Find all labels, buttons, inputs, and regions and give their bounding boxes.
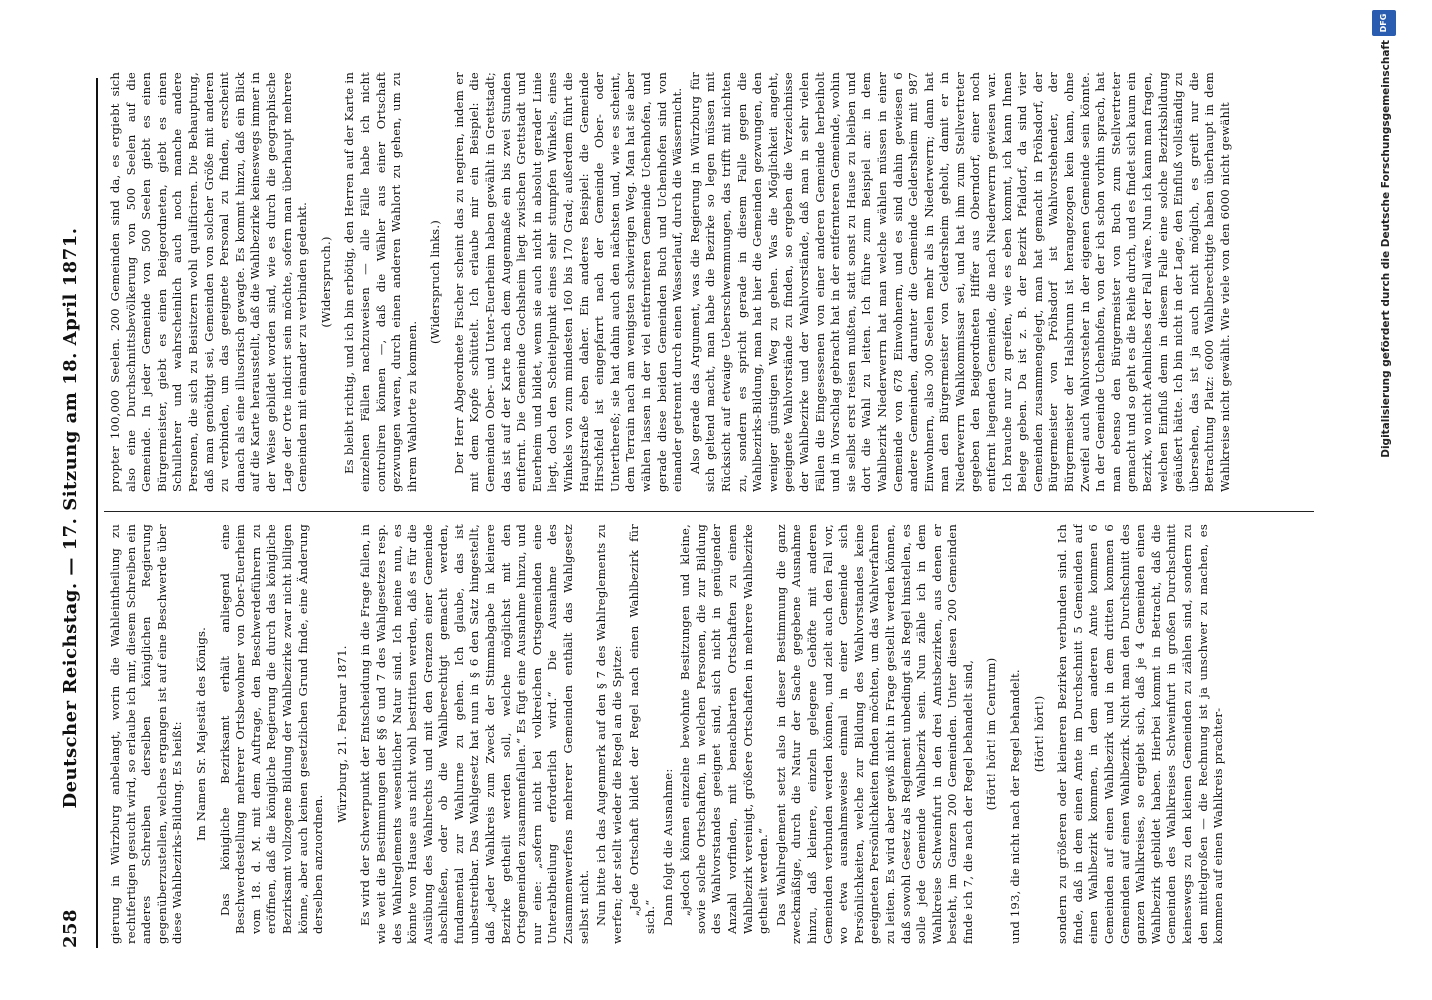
paragraph: Es wird der Schwerpunkt der Entscheidung in die Frage fallen, in wie weit die Bestimmungen der §§ 6 und 7 des Wahlgesetzes resp. des Wahlreglements wesentlicher Natur sind. Ich meine nun, es könnte von Hause aus nicht wohl bestritten werden, daß es für die Ausübung des Wahlrechts und mit den Grenzen einer Gemeinde abschließen, oder ob die Wahlberechtigt gemacht werden, fundamental zur Wahlurne zu gehen. Ich glaube, das ist unbestreitbar. Das Wahlgesetz hat nun in § 6 den Satz hingestellt, daß „jeder Wahlkreis zum Zweck der Stimmabgabe in kleinere Bezirke getheilt werden soll, welche möglichst mit den Ortsgemeinden zusammenfallen.“ Es fügt eine Ausnahme hinzu, und nur eine: „sofern nicht bei volkreichen Ortsgemeinden eine Unterabtheilung erforderlich wird.“ Die Ausnahme des Zusammenwerfens mehrerer Gemeinden enthält das Wahlgesetz selbst nicht. <box>358 524 591 944</box>
quote-heading: Im Namen Sr. Majestät des Königs. <box>193 626 208 842</box>
quoted-paragraph: Das königliche Bezirksamt erhält anliegend eine Beschwerdestellung mehrerer Ortsbewohner von Ober-Euerheim vom 18. d. M. mit dem Auftrage, den Beschwerdeführern zu eröffnen, daß die königliche Regierung die durch das königliche Bezirksamt vollzogene Bildung der Wahlbezirke zwar nicht billigen könne, aber auch keinen gesetzlichen Grund finde, eine Änderung derselben anzuordnen. <box>217 524 326 934</box>
interjection: (Widerspruch links.) <box>428 220 443 344</box>
paragraph: sondern zu größeren oder kleineren Bezirken verbunden sind. Ich finde, daß in dem einen Amte im Durchschnitt 5 Gemeinden auf einen Wahlbezirk kommen, in dem anderen Amte kommen 6 Gemeinden auf einen Wahlbezirk und in dem dritten kommen 6 Gemeinden auf einen Wahlbezirk. Nicht man den Durchschnitt des ganzen Wahlkreises, so ergiebt sich, daß je 4 Gemeinden einen Wahlbezirk gebildet haben. Hierbei kommt in Betracht, daß die Gemeinden des Wahlkreises Schweinfurt in großen Durchschnitt keineswegs zu den kleinen Gemeinden zu zählen sind, sondern zu den mittelgroßen — die Rechnung ist ja unschwer zu machen, es kommen auf einen Wahlkreis prachter- <box>1055 524 1226 944</box>
paragraph: Dann folgt die Ausnahme: <box>660 768 675 926</box>
quoted-paragraph: „jedoch können einzelne bewohnte Besitzungen und kleine, sowie solche Ortschaften, in welchen Personen, die zur Bildung des Wahlvorstandes geeignet sind, sich nicht in genügender Anzahl vorfinden, mit benachbarten Ortschaften zu einem Wahlbezirk vereinigt, größere Ortschaften in mehrere Wahlbezirke getheilt werden.“ <box>678 524 771 934</box>
digitization-credit: Digitalisierung gefördert durch die Deutsche Forschungsgemeinschaft <box>1380 40 1392 458</box>
page-title: Deutscher Reichstag. — 17. Sitzung am 18. April 1871. <box>60 227 81 809</box>
page-number: 258 <box>60 908 81 948</box>
quote-dateline: Würzburg, 21. Februar 1871. <box>334 645 349 823</box>
paragraph: propter 100,000 Seelen. 200 Gemeinden sind da, es ergiebt sich also eine Durchschnittsbevölkerung von 500 Seelen auf die Gemeinde. In jeder Gemeinde von 500 Seelen giebt es einen Bürgermeister, giebt es einen Beigeordneten, giebt es einen Schullehrer und wahrscheinlich auch noch manche andere Personen, die sich zu Beisitzern wohl qualificiren. Die Behauptung, daß man genöthigt sei, Gemeinden von solcher Größe mit anderen zu verbinden, um das geeignete Personal zu finden, erscheint danach als eine illusorisch gewagte. Es kommt hinzu, daß ein Blick auf die Karte herausstellt, daß die Wahlbezirke keineswegs immer in der Weise gebildet worden sind, wie es durch die geographische Lage der Orte indicirt sein möchte, sofern man überhaupt mehrere Gemeinden mit einander zu verbinden gedenkt. <box>108 72 310 492</box>
column-divider <box>104 511 1314 512</box>
paragraph: Es bleibt richtig, und ich bin erbötig, den Herren auf der Karte in einzelnen Fällen nachzuweisen — alle Fälle habe ich nicht controliren können —, daß die Wähler aus einer Ortschaft gezwungen waren, durch einen anderen Wahlort zu gehen, um zu ihrem Wahlorte zu kommen. <box>342 72 419 492</box>
paragraph: Das Wahlreglement setzt also in dieser Bestimmung die ganz zweckmäßige, durch die Natur der Sache gegebene Ausnahme hinzu, daß kleinere, einzeln gelegene Gehöfte mit anderen Gemeinden verbunden werden können, und zielt auch den Fall vor, wo etwa ausnahmsweise einmal in einer Gemeinde sich Persönlichkeiten, welche zur Bildung des Wahlvorstandes keine geeigneten Persönlichkeiten finden möchten, um das Wahlverfahren zu leiten. Es wird aber gewiß nicht in Frage gestellt werden können, daß sowohl Gesetz als Reglement unbedingt als Regel hinstellen, es solle jede Gemeinde Wahlbezirk sein. Nun zähle ich in dem Wahlkreise Schweinfurt in den drei Amtsbezirken, aus denen er besteht, im Ganzen 200 Gemeinden. Unter diesen 200 Gemeinden finde ich 7, die nach der Regel behandelt sind, <box>773 524 975 944</box>
paragraph: Nun bitte ich das Augenmerk auf den § 7 des Wahlreglements zu werfen; der stellt wieder die Regel an die Spitze: <box>594 524 624 944</box>
right-column <box>108 72 1318 492</box>
paragraph: gierung in Würzburg anbelangt, worin die Wahleintheilung zu rechtfertigen gesucht wird, so erlaube ich mir, diesem Schreiben ein anderes Schreiben derselben königlichen Regierung gegenüberzustellen, welches ergangen ist auf eine Beschwerde über diese Wahlbezirks-Bildung. Es heißt: <box>108 524 185 944</box>
left-column <box>108 524 1318 944</box>
interjection: (Hört! hört! im Centrum) <box>984 657 999 811</box>
running-head <box>60 88 88 948</box>
dfg-logo: DFG <box>1372 10 1396 36</box>
interjection: (Hört! hört!) <box>1031 695 1046 773</box>
interjection: (Widerspruch.) <box>318 236 333 328</box>
paragraph: Der Herr Abgeordnete Fischer scheint das zu negiren, indem er mit dem Kopfe schüttelt. Ich erlaube mir ein Beispiel: die Gemeinden Ober- und Unter-Euerheim haben gewählt in Grettstadt; das ist auf der Karte nach dem Augenmaße ein bis zwei Stunden entfernt. Die Gemeinde Gochsheim liegt zwischen Grettstadt und Euerheim und bildet, wenn sie auch nicht in absolut gerader Linie liegt, doch den Scheitelpunkt eines sehr stumpfen Winkels, eines Winkels von zum mindesten 160 bis 170 Grad; außerdem führt die Hauptstraße eben daher. Ein anderes Beispiel: die Gemeinde Hirschfeld ist eingepfarrt nach der Gemeinde Ober- oder Unterthereß; sie hat dahin auch den nächsten und, wie es scheint, dem Terrain nach am wenigsten schwierigen Weg. Man hat sie aber wählen lassen in der viel entfernteren Gemeinde Uchenhofen, und gerade diese beiden Gemeinden Buch und Uchenhofen sind von einander getrennt durch einen Wasserlauf, durch die Wässernicht. <box>451 72 685 492</box>
paragraph: und 193, die nicht nach der Regel behandelt. <box>1008 669 1023 944</box>
quoted-paragraph: „Jede Ortschaft bildet der Regel nach einen Wahlbezirk für sich.“ <box>627 524 657 934</box>
header-rule <box>96 78 98 948</box>
paragraph: Also gerade das Argument, was die Regierung in Würzburg für sich geltend macht, man habe die Bezirke so legen müssen mit Rücksicht auf etwaige Ueberschwemmungen, das trifft mit nichten zu, sondern es spricht gerade in diesem Falle gegen die Wahlbezirks-Bildung, man hat hier die Gemeinden gezwungen, den weniger günstigen Weg zu gehen. Was die Möglichkeit angeht, geeignete Wahlvorstände zu finden, so ergeben die Verzeichnisse der Wahlbezirke und der Wahlvorstände, daß man in sehr vielen Fällen die Eingesessenen von einer anderen Gemeinde herbeiholt und in Vorschlag gebracht hat in der entfernteren Gemeinde, wohin sie selbst erst reisen mußten, statt sonst zu Hause zu bleiben und dort die Wahl zu leiten. Ich führe zum Beispiel an: in dem Wahlbezirk Niederwerrn hat man welche wählen müssen in einer Gemeinde von 678 Einwohnern, und es sind dahin gewiesen 6 andere Gemeinden, darunter die Gemeinde Geldersheim mit 987 Einwohnern, also 300 Seelen mehr als in Niederwerrn; dann hat man den Bürgermeister von Geldersheim geholt, damit er in Niederwerrn Wahlkommissar sei, und hat ihm zum Stellvertreter gegeben den Beigeordneten Hiffer aus Oberndorf, einer noch entfernt liegenden Gemeinde, die nach Niederwerrn gewiesen war. Ich brauche nur zu greifen, wie es eben kommt, ich kann Ihnen Belege geben. Da ist z. B. der Bezirk Pfaldorf, da sind vier Gemeinden zusammengelegt, man hat gemacht in Pröhsdorf, der Bürgermeister von Pröhsdorf ist Wahlvorstehender, der Bürgermeister der Halsbrunn ist herangezogen kein kann, ohne Zweifel auch Wahlvorsteher in der eigenen Gemeinde sein könnte. In der Gemeinde Uchenhofen, von der ich schon vorhin sprach, hat man ebenso den Bürgermeister von Buch zum Stellvertreter gemacht und so geht es die Reihe durch, und es findet sich kaum ein Bezirk, wo nicht Aehnliches der Fall wäre. Nun ich kann man fragen, welchen Einfluß denn in diesem Falle eine solche Bezirksbildung geäußert hätte. Ich bin nicht in der Lage, den Einfluß vollständig zu übersehen, das ist ja auch nicht möglich, es greift nur die Betrachtung Platz: 6000 Wahlberechtigte haben überhaupt in dem Wahlkreise nicht gewählt. Wie viele von den 6000 nicht gewählt <box>687 72 1232 492</box>
